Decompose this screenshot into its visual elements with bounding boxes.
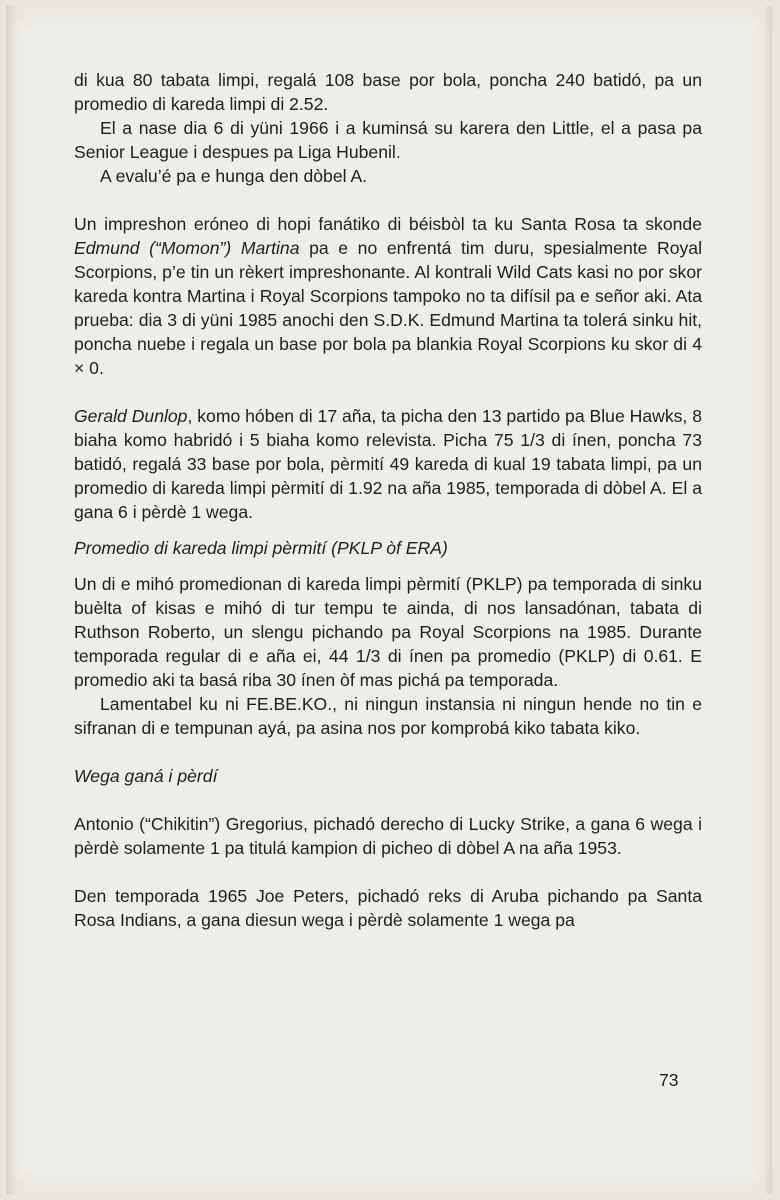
paragraph-6: Un di e mihó promedionan di kareda limpi pèrmití (PKLP) pa temporada di sinku buèlta of kisas e mihó di tur tempu te ainda, di nos lansadónan, tabata di Ruthson Roberto, un slengu pichando pa Royal Scorpions na 1985. Durante temporada regular di e aña ei, 44 1/3 di ínen pa promedio (PKLP) di 0.61. E promedio aki ta basá riba 30 ínen òf mas pichá pa temporada. (74, 574, 702, 690)
paragraph-8: Antonio (“Chikitin”) Gregorius, pichadó derecho di Lucky Strike, a gana 6 wega i pèrdè solamente 1 pa titulá kampion di picheo di dòbel A na aña 1953. (74, 814, 702, 858)
book-page (6, 6, 772, 1194)
section-heading-era: Promedio di kareda limpi pèrmití (PKLP òf ERA) (74, 538, 448, 558)
page-number: 73 (659, 1070, 679, 1090)
paragraph-5 (74, 404, 702, 524)
paragraph-4 (74, 212, 702, 380)
section-heading-wins-losses: Wega ganá i pèrdí (74, 766, 218, 786)
paragraph-9: Den temporada 1965 Joe Peters, pichadó reks di Aruba pichando pa Santa Rosa Indians, a gana diesun wega i pèrdè solamente 1 wega pa (74, 886, 702, 930)
paragraph-4-text-end: pa e no enfrentá tim duru, spesialmente Royal Scorpions, p’e tin un rèkert impreshonante. Al kontrali Wild Cats kasi no por skor kareda kontra Martina i Royal Scorpions tampoko no ta difísil pa e señor aki. Ata prueba: dia 3 di yüni 1985 anochi den S.D.K. Edmund Martina ta tolerá sinku hit, poncha nuebe i regala un base por bola pa blankia Royal Scorpions ku skor di 4 × 0. (74, 238, 702, 378)
paragraph-7: Lamentabel ku ni FE.BE.KO., ni ningun instansia ni ningun hende no tin e sifranan di e tempunan ayá, pa asina nos por komprobá kiko tabata kiko. (74, 694, 702, 738)
player-name-gerald-dunlop: Gerald Dunlop (74, 406, 188, 426)
paragraph-1: di kua 80 tabata limpi, regalá 108 base por bola, poncha 240 batidó, pa un promedio di kareda limpi di 2.52. (74, 70, 702, 114)
body-text (74, 68, 702, 932)
paragraph-2: El a nase dia 6 di yüni 1966 i a kuminsá su karera den Little, el a pasa pa Senior League i despues pa Liga Hubenil. (74, 118, 702, 162)
paragraph-5-text: , komo hóben di 17 aña, ta picha den 13 partido pa Blue Hawks, 8 biaha komo habridó i 5 biaha komo relevista. Picha 75 1/3 di ínen, poncha 73 batidó, regalá 33 base por bola, pèrmití 49 kareda di kual 19 tabata limpi, pa un promedio di kareda limpi pèrmití di 1.92 na aña 1985, temporada di dòbel A. El a gana 6 i pèrdè 1 wega. (74, 406, 702, 522)
paragraph-4-text-start: Un impreshon eróneo di hopi fanátiko di béisbòl ta ku Santa Rosa ta skonde (74, 214, 702, 234)
paragraph-3: A evalu’é pa e hunga den dòbel A. (100, 166, 368, 186)
player-name-edmund-martina: Edmund (“Momon”) Martina (74, 238, 300, 258)
page-right-edge-shadow (764, 6, 772, 1194)
page-left-edge-shadow (6, 6, 16, 1194)
